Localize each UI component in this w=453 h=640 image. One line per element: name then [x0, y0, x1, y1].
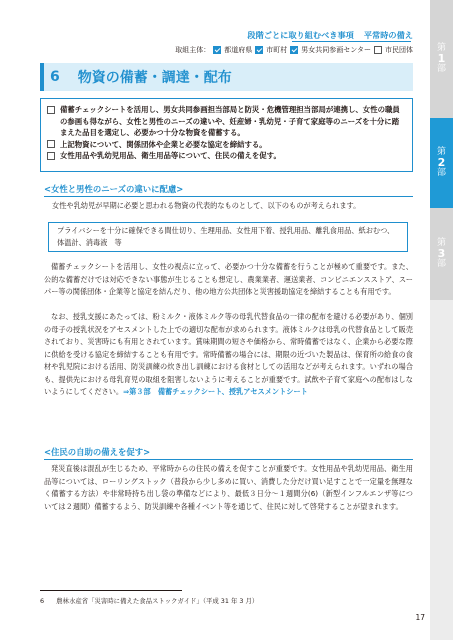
checkbox-empty-icon [47, 140, 55, 148]
side-tab-part-1[interactable] [430, 0, 453, 118]
checkbox-checked-icon [213, 46, 221, 54]
section-title-text: 物資の備蓄・調達・配布 [77, 70, 232, 86]
header-actors [175, 45, 413, 55]
section-title [40, 63, 413, 91]
side-tab-number: 2 [437, 156, 446, 170]
footnote-rule [40, 590, 182, 591]
side-tab-label-top: 第 [436, 146, 446, 157]
header-tag-right: 平常時の備え [363, 30, 413, 40]
checklist-item [47, 139, 406, 151]
side-tab-part-3[interactable] [430, 208, 453, 300]
checklist-item [47, 150, 406, 162]
needs-paragraph-2 [44, 311, 413, 399]
header-stage-tag [247, 30, 413, 41]
subheading-underline [44, 459, 413, 460]
footnote-text: 農林水産省「災害時に備えた食品ストックガイド」（平成 31 年 3 月） [56, 597, 259, 605]
checkbox-checked-icon [255, 46, 263, 54]
checklist-item-text: 上記物資について、関係団体や企業と必要な協定を締結する。 [60, 139, 267, 149]
checklist-item-text: 女性用品や乳幼児用品、衛生用品等について、住民の備えを促す。 [60, 151, 281, 161]
items-example-text: プライバシーを十分に確保できる間仕切り、生理用品、女性用下着、授乳用品、離乳食用品、紙おむつ、体温計、消毒液 等 [57, 226, 395, 248]
checkbox-empty-icon [47, 106, 55, 114]
subheading-underline [44, 196, 413, 197]
subheading-self-help: <住民の自助の備えを促す> [44, 447, 151, 457]
checkbox-empty-icon [374, 46, 382, 54]
side-tab-label-top: 第 [436, 237, 446, 248]
checkbox-empty-icon [47, 152, 55, 160]
subheading-needs: <女性と男性のニーズの違いに配慮> [44, 184, 184, 194]
side-tab-number: 3 [437, 247, 446, 261]
checkbox-checked-icon [290, 46, 298, 54]
checklist-item-text: 備蓄チェックシートを活用し、男女共同参画担当部局と防災・危機管理担当部局が連携し、女性の職員の参画も得ながら、女性と男性のニーズの違いや、妊産婦・乳幼児・子育て家庭等のニーズを十分に踏まえた品目を選定し、必要かつ十分な物資を備蓄する。 [60, 105, 400, 138]
checklist-box [40, 98, 413, 172]
actor-label: 市町村 [266, 46, 288, 54]
actor-label: 男女共同参画センター [301, 46, 371, 54]
actor-label: 市民団体 [385, 46, 413, 54]
actor-label: 都道府県 [224, 46, 253, 54]
side-tab-label-bottom: 部 [436, 258, 446, 269]
side-tab-number: 1 [437, 52, 446, 66]
needs-paragraph-1: 備蓄チェックシートを活用し、女性の視点に立って、必要かつ十分な備蓄を行うことが極めて重要です。また、公的な備蓄だけでは対応できない事態が生じることも想定し、農業業者、運送業者、コンビニエンスストア、スーパー等の関係団体・企業等と協定を結んだり、他の地方公共団体と災害援助協定を締結することも有用です。 [44, 262, 413, 296]
side-tab-part-2[interactable] [430, 118, 453, 208]
side-tab-label-bottom: 部 [436, 63, 446, 74]
side-tab-label-bottom: 部 [436, 167, 446, 178]
needs-paragraph-2-text: なお、授乳支援にあたっては、粉ミルク・液体ミルク等の母乳代替食品の一律の配布を避ける必要があり、個別の母子の授乳状況をアセスメントした上での適切な配布が求められます。液体ミルクは母乳の代替食品として販売されており、災害時にも有用とされています。賞味期間の短さや価格から、常時備蓄ではなく、企業から必要な際に供給を受ける協定を締結することも有用です。常時備蓄の場合には、期限の近づいた製品は、保育所の給食の食材や乳児院における活用、防災訓練の炊き出し訓練における食材としての活用などが考えられます。いずれの場合も、提供先における母乳育児の取組を阻害しないように考えることが重要です。試飲や子育て家庭への配布はしないようにしてください。 [44, 312, 413, 396]
side-tab-label-top: 第 [436, 42, 446, 53]
side-tab-strip [430, 300, 453, 640]
section-number: 6 [50, 69, 60, 85]
footnote-number: 6 [40, 597, 45, 605]
items-example-box [48, 222, 408, 252]
cross-reference-link[interactable]: ⇒第３部 備蓄チェックシート、授乳アセスメントシート [123, 387, 308, 396]
page-number: 17 [415, 613, 425, 622]
footnote [40, 596, 258, 605]
checklist-item [47, 104, 406, 139]
header-tag-left: 段階ごとに取り組むべき事項 [247, 30, 354, 40]
needs-intro: 女性や乳幼児が早期に必要と思われる物資の代表的なものとして、以下のものが考えられます。 [52, 201, 361, 210]
actors-label: 取組主体： [175, 46, 211, 54]
self-help-paragraph: 発災直後は混乱が生じるため、平常時からの住民の備えを促すことが重要です。女性用品や乳幼児用品、衛生用品等については、ローリングストック（普段から少し多めに買い、消費した分だけ買い足すことで一定量を無理なく備蓄する方法）や非常時持ち出し袋の準備などにより、最低３日分～１週間分(6)（新型インフルエンザ等については２週間）備蓄するよう、防災訓練や各種イベント等を通じて、住民に対して啓発することが望まれます。 [44, 464, 413, 511]
header-divider [292, 41, 411, 42]
